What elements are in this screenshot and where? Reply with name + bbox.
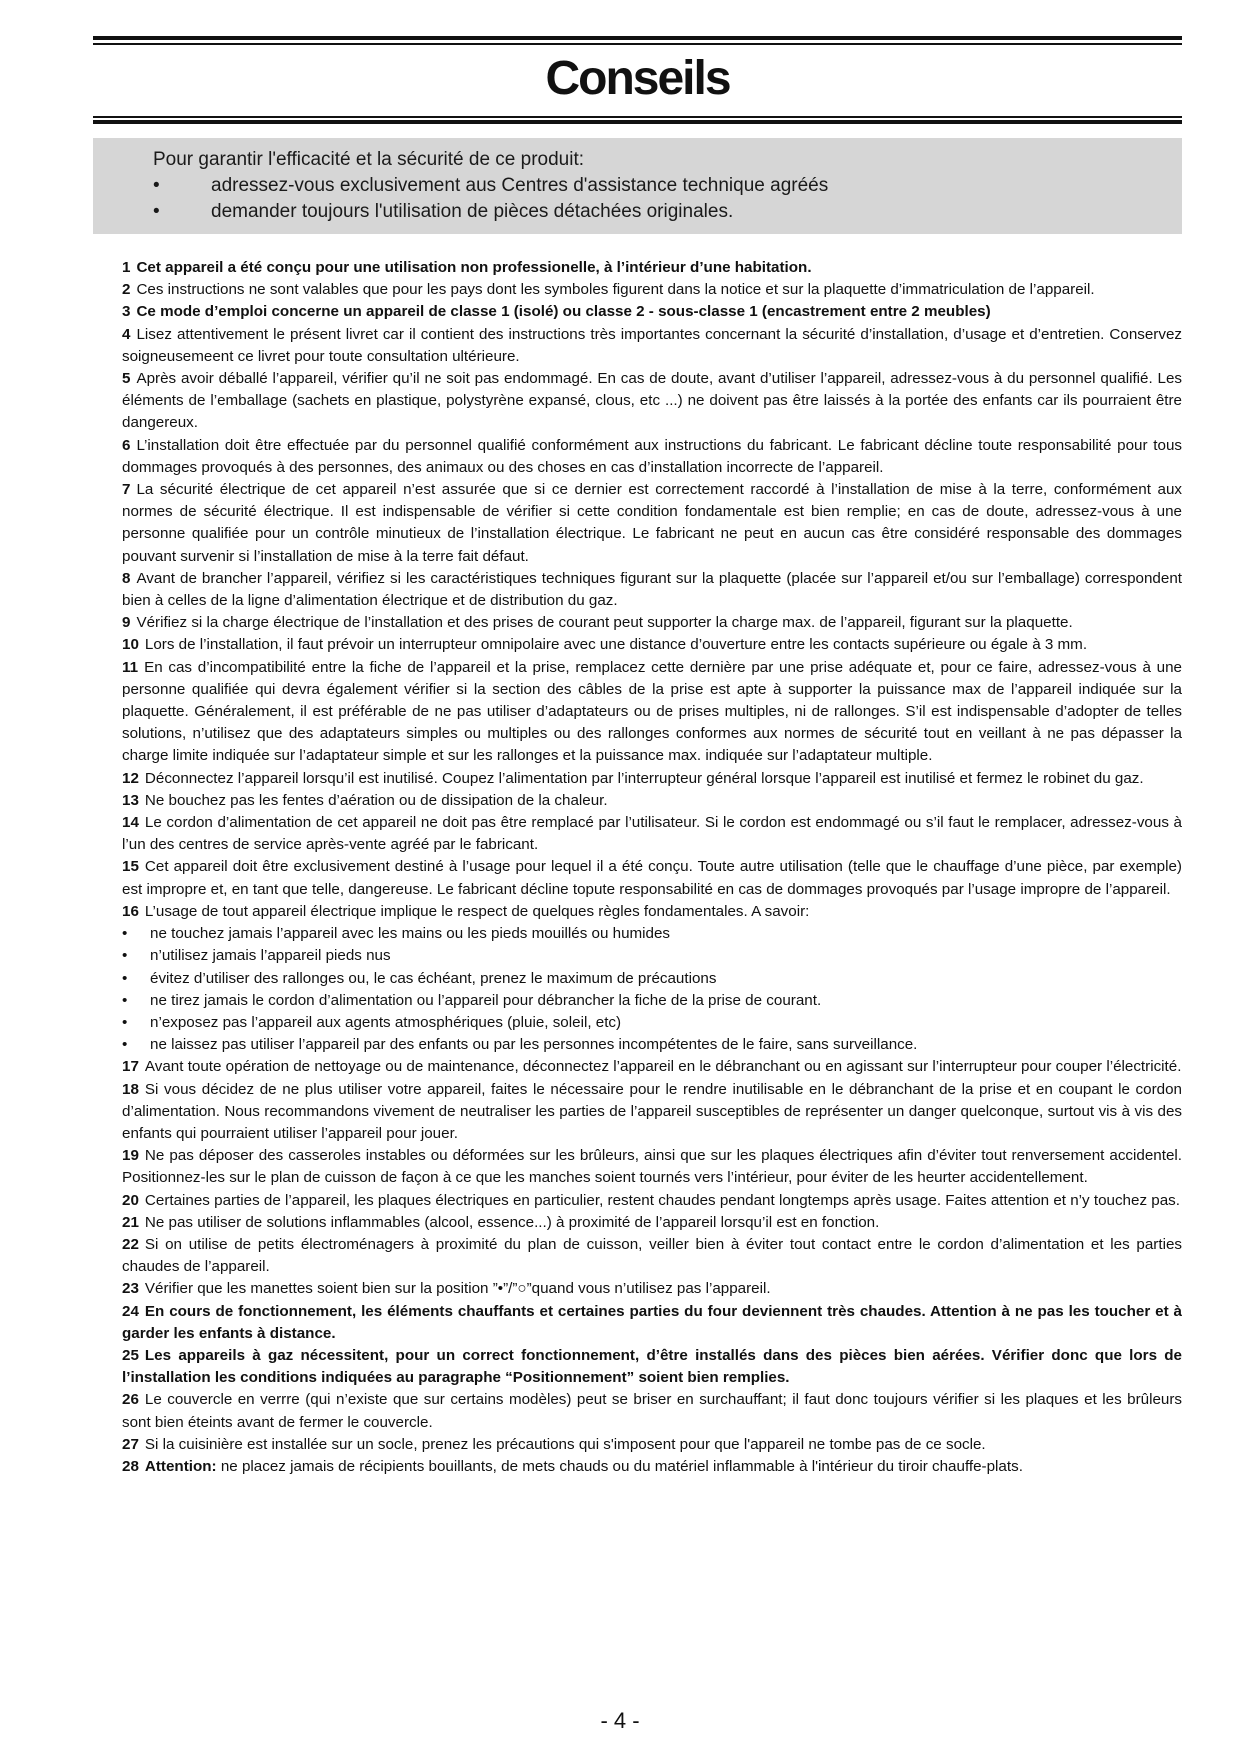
bullet-icon: • xyxy=(153,201,160,222)
item-text: Ce mode d’emploi concerne un appareil de classe 1 (isolé) ou classe 2 - sous-classe 1 (encastrement entre 2 meubles) xyxy=(136,303,991,321)
advice-item-14 xyxy=(122,812,1182,856)
item-text: Ne pas déposer des casseroles instables ou déformées sur les brûleurs, ainsi que sur les plaques électriques afin d’éviter tout renversement accidentel. Positionnez-les sur le plan de cuisson de façon à ce que les manches soient tournés vers l’intérieur, pour éviter de les heurter accidentellement. xyxy=(122,1147,1182,1187)
item-text: Lors de l’installation, il faut prévoir un interrupteur omnipolaire avec une distance d’ouverture entre les contacts supérieure ou égale à 3 mm. xyxy=(144,636,1088,654)
bullet-item xyxy=(122,923,1182,945)
top-rule-thick xyxy=(93,36,1182,40)
item-number: 19 xyxy=(122,1147,139,1165)
item-number: 12 xyxy=(122,769,139,787)
notice-intro: Pour garantir l'efficacité et la sécurité de ce produit: xyxy=(153,149,585,170)
advice-item-12 xyxy=(122,768,1182,790)
item-text: En cours de fonctionnement, les éléments chauffants et certaines parties du four deviennent très chaudes. Attention à ne pas les toucher et à garder les enfants à distance. xyxy=(122,1302,1182,1342)
item-number: 9 xyxy=(122,614,131,632)
item-number: 13 xyxy=(122,791,139,809)
item-text: Si la cuisinière est installée sur un socle, prenez les précautions qui s'imposent pour que l'appareil ne tombe pas de ce socle. xyxy=(144,1435,986,1453)
advice-item-6 xyxy=(122,435,1182,479)
advice-item-25 xyxy=(122,1345,1182,1389)
advice-item-5 xyxy=(122,368,1182,435)
advice-item-15 xyxy=(122,856,1182,900)
advice-item-18 xyxy=(122,1079,1182,1146)
item-text: Cet appareil a été conçu pour une utilisation non professionelle, à l’intérieur d’une habitation. xyxy=(136,259,812,276)
advice-item-8 xyxy=(122,568,1182,612)
advice-item-17 xyxy=(122,1056,1182,1078)
item-number: 27 xyxy=(122,1435,139,1453)
advice-item-3 xyxy=(122,301,1182,323)
bullet-icon: • xyxy=(122,991,128,1009)
advice-item-23 xyxy=(122,1278,1182,1300)
bullet-icon: • xyxy=(122,969,128,987)
item-text: Avant de brancher l’appareil, vérifiez si les caractéristiques techniques figurant sur la plaquette (placée sur l’appareil et/ou sur l’emballage) correspondent bien à celles de la ligne d’alimentation électrique et de distribution du gaz. xyxy=(122,569,1182,610)
advice-item-7 xyxy=(122,479,1182,568)
item-number: 2 xyxy=(122,281,131,299)
bullet-item xyxy=(122,1012,1182,1034)
item-number: 1 xyxy=(122,259,131,276)
page-title: Conseils xyxy=(545,52,730,105)
safety-notice-box xyxy=(93,138,1182,234)
advice-item-13 xyxy=(122,790,1182,812)
item-text: La sécurité électrique de cet appareil n’est assurée que si ce dernier est correctement raccordé à l’installation de mise à la terre, conformément aux normes de sécurité électrique. Il est indispensable de vérifier si cette condition fondamentale est bien remplie; en cas de doute, adressez-vous à une personne qualifiée pour un contrôle minutieux de l’installation électrique. Le fabricant ne peut en aucun cas être considéré responsable des dommages pouvant survenir si l’installation de mise à la terre fait défaut. xyxy=(122,481,1182,565)
bullet-icon: • xyxy=(122,947,128,965)
item-text: Déconnectez l’appareil lorsqu’il est inutilisé. Coupez l’alimentation par l’interrupteur général lorsque l’appareil est inutilisé et fermez le robinet du gaz. xyxy=(144,769,1144,787)
advice-item-21 xyxy=(122,1212,1182,1234)
item-text: L’usage de tout appareil électrique implique le respect de quelques règles fondamentales. A savoir: xyxy=(144,902,810,920)
bullet-icon: • xyxy=(122,925,128,943)
bottom-rule-thin xyxy=(93,116,1182,118)
item-lead: Attention: xyxy=(144,1457,217,1475)
item-text: L’installation doit être effectuée par du personnel qualifié conformément aux instructions du fabricant. Le fabricant décline toute responsabilité pour tous dommages provoqués à des personnes, des animaux ou des choses en cas d’installation incorrecte de l’appareil. xyxy=(122,436,1182,476)
notice-item-text: demander toujours l'utilisation de pièces détachées originales. xyxy=(211,201,734,222)
item-number: 24 xyxy=(122,1302,139,1320)
advice-item-26 xyxy=(122,1389,1182,1433)
item-text: Vérifiez si la charge électrique de l’installation et des prises de courant peut supporter la charge max. de l’appareil, figurant sur la plaquette. xyxy=(136,614,1073,632)
item-number: 14 xyxy=(122,814,139,832)
bullet-item xyxy=(122,945,1182,967)
advice-item-9 xyxy=(122,612,1182,634)
item-text: Ne pas utiliser de solutions inflammables (alcool, essence...) à proximité de l’appareil lorsqu’il est en fonction. xyxy=(144,1213,880,1231)
advice-item-16 xyxy=(122,901,1182,923)
item-text: Si vous décidez de ne plus utiliser votre appareil, faites le nécessaire pour le rendre inutilisable en le débranchant de la prise et en coupant le cordon d’alimentation. Nous recommandons vivement de neutraliser les parties de l’appareil susceptibles de représenter un danger quelconque, surtout vis à vis des enfants qui pourraient utiliser l’appareil pour jouer. xyxy=(122,1080,1182,1142)
item-number: 6 xyxy=(122,436,131,454)
advice-item-20 xyxy=(122,1190,1182,1212)
bullet-item xyxy=(122,990,1182,1012)
item-text: Après avoir déballé l’appareil, vérifier qu’il ne soit pas endommagé. En cas de doute, avant d’utiliser l’appareil, adressez-vous à du personnel qualifié. Les éléments de l’emballage (sachets en plastique, polystyrène expansé, clous, etc ...) ne doivent pas être laissés à la portée des enfants car ils pourraient être dangereux. xyxy=(122,370,1182,432)
advice-item-11 xyxy=(122,657,1182,768)
bullet-text: ne laissez pas utiliser l’appareil par des enfants ou par les personnes incompétentes de le faire, sans surveillance. xyxy=(150,1036,918,1054)
item-text: Le couvercle en verrre (qui n’existe que sur certains modèles) peut se briser en surchauffant; il faut donc toujours vérifier si les plaques et les brûleurs sont bien éteints avant de fermer le couvercle. xyxy=(122,1391,1182,1431)
item-text: Les appareils à gaz nécessitent, pour un correct fonctionnement, d’être installés dans des pièces bien aérées. Vérifier donc que lors de l’installation les conditions indiquées au paragraphe “Positionnement” soient bien remplies. xyxy=(122,1346,1182,1387)
item-number: 17 xyxy=(122,1058,139,1076)
item-number: 22 xyxy=(122,1235,139,1253)
item-number: 16 xyxy=(122,902,139,920)
bullet-text: ne touchez jamais l’appareil avec les mains ou les pieds mouillés ou humides xyxy=(150,925,671,943)
item-text: Vérifier que les manettes soient bien sur la position ”•”/”○”quand vous n’utilisez pas l’appareil. xyxy=(144,1280,771,1298)
item-number: 5 xyxy=(122,370,131,388)
item-text: Lisez attentivement le présent livret car il contient des instructions très importantes concernant la sécurité d’installation, d’usage et d’entretien. Conservez soigneusemeent ce livret pour toute consultation ultérieure. xyxy=(122,325,1182,365)
item-text: Si on utilise de petits électroménagers à proximité du plan de cuisson, veiller bien à éviter tout contact entre le cordon d’alimentation et les parties chaudes de l’appareil. xyxy=(122,1235,1182,1276)
page-number: - 4 - xyxy=(600,1708,640,1733)
item-number: 10 xyxy=(122,636,139,654)
item-number: 26 xyxy=(122,1391,139,1409)
item-text: Avant toute opération de nettoyage ou de maintenance, déconnectez l’appareil en le débranchant ou en agissant sur l’interrupteur pour couper l’électricité. xyxy=(144,1058,1182,1076)
notice-item-text: adressez-vous exclusivement aus Centres d'assistance technique agréés xyxy=(211,175,829,196)
bullet-icon: • xyxy=(153,175,160,196)
item-text: Ces instructions ne sont valables que pour les pays dont les symboles figurent dans la notice et sur la plaquette d’immatriculation de l’appareil. xyxy=(136,281,1095,299)
item-number: 20 xyxy=(122,1191,139,1209)
item-text: Certaines parties de l’appareil, les plaques électriques en particulier, restent chaudes pendant longtemps après usage. Faites attention et n’y touchez pas. xyxy=(144,1191,1180,1209)
item-text: Cet appareil doit être exclusivement destiné à l’usage pour lequel il a été conçu. Toute autre utilisation (telle que le chauffage d’une pièce, par exemple) est impropre et, en tant que telle, dangereuse. Le fabricant décline topute responsabilité en cas de dommages provoqués par l’usage impropre de l’appareil. xyxy=(122,858,1182,898)
bullet-icon: • xyxy=(122,1013,128,1031)
item-number: 3 xyxy=(122,303,131,321)
advice-item-24 xyxy=(122,1301,1182,1345)
item-text: ne placez jamais de récipients bouillants, de mets chauds ou du matériel inflammable à l'intérieur du tiroir chauffe-plats. xyxy=(220,1457,1023,1475)
item-text: Ne bouchez pas les fentes d’aération ou de dissipation de la chaleur. xyxy=(144,791,608,809)
advice-item-27 xyxy=(122,1434,1182,1456)
bottom-rule-thick xyxy=(93,120,1182,124)
advice-item-10 xyxy=(122,634,1182,656)
item-number: 23 xyxy=(122,1280,139,1298)
bullet-icon: • xyxy=(122,1036,128,1054)
bullet-text: n’exposez pas l’appareil aux agents atmosphériques (pluie, soleil, etc) xyxy=(150,1013,622,1031)
advice-item-1 xyxy=(122,257,1182,279)
item-text: En cas d’incompatibilité entre la fiche de l’appareil et la prise, remplacez cette dernière par une prise adéquate et, pour ce faire, adressez-vous à une personne qualifiée qui devra également vérifier si la section des câbles de la prise est apte à supporter la puissance max de l’appareil indiquée sur la plaquette. Généralement, il est préférable de ne pas utiliser d’adaptateurs ou de prises multiples, ni de rallonges. S’il est indispensable d’adopter de telles solutions, n’utilisez que des adaptateurs simples ou multiples ou des rallonges conformes aux normes de sécurité tout en veillant à ne pas dépasser la charge limite indiquée sur l’adaptateur simple et sur les rallonges et la puissance max. indiquée sur l’adaptateur multiple. xyxy=(122,658,1182,765)
item-number: 25 xyxy=(122,1346,139,1364)
item-number: 18 xyxy=(122,1080,139,1098)
bullet-text: ne tirez jamais le cordon d’alimentation ou l’appareil pour débrancher la fiche de la prise de courant. xyxy=(150,991,822,1009)
advice-item-2 xyxy=(122,279,1182,301)
item-number: 15 xyxy=(122,858,139,876)
item-number: 28 xyxy=(122,1457,139,1475)
bullet-item xyxy=(122,968,1182,990)
item-number: 21 xyxy=(122,1213,139,1231)
advice-item-19 xyxy=(122,1145,1182,1189)
item-text: Le cordon d’alimentation de cet appareil ne doit pas être remplacé par l’utilisateur. Si le cordon est endommagé ou s’il faut le remplacer, adressez-vous à l’un des centres de service après-vente agréé par le fabricant. xyxy=(122,814,1182,854)
advice-list xyxy=(122,257,1182,1478)
item-number: 8 xyxy=(122,569,131,587)
item-number: 7 xyxy=(122,481,131,499)
item-number: 4 xyxy=(122,325,131,343)
advice-item-28 xyxy=(122,1456,1182,1478)
bullet-item xyxy=(122,1034,1182,1056)
item-number: 11 xyxy=(122,658,139,676)
advice-item-22 xyxy=(122,1234,1182,1278)
bullet-text: n’utilisez jamais l’appareil pieds nus xyxy=(150,947,391,965)
advice-item-4 xyxy=(122,324,1182,368)
bullet-text: évitez d’utiliser des rallonges ou, le cas échéant, prenez le maximum de précautions xyxy=(150,969,717,987)
